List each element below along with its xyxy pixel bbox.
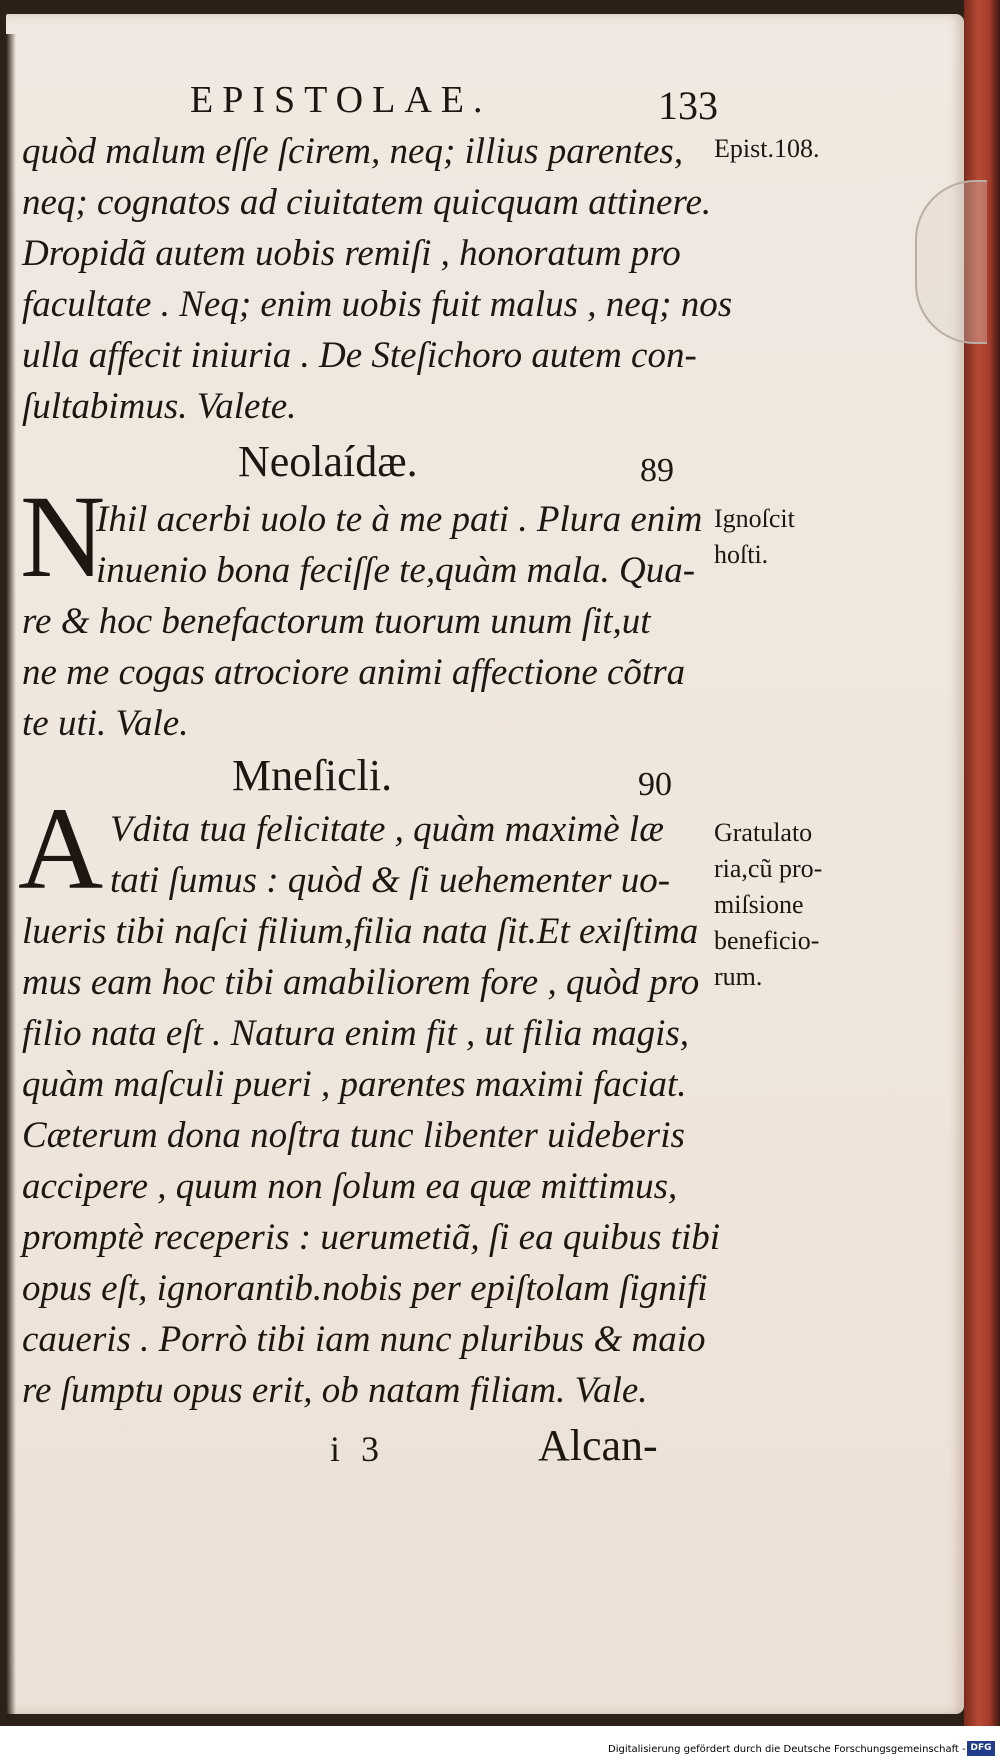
dfg-logo: DFG — [967, 1741, 995, 1756]
margin-note-90-line: ria,cũ pro- — [714, 854, 823, 883]
margin-note-90-line: rum. — [714, 962, 763, 991]
text-line: re & hoc benefactorum tuorum unum ſit,ut — [22, 601, 651, 642]
margin-note-89-line: hoſti. — [714, 540, 769, 569]
text-line: lueris tibi naſci filium,filia nata ſit.Et exiſtima — [22, 911, 699, 952]
text-line: facultate . Neq; enim uobis fuit malus , neq; nos — [22, 284, 733, 325]
catchword: Alcan- — [538, 1421, 658, 1470]
text-line: Ihil acerbi uolo te à me pati . Plura enim — [96, 499, 703, 540]
page-tab — [915, 180, 987, 344]
text-line: Cæterum dona noſtra tunc libenter uideberis — [22, 1115, 685, 1156]
margin-note-90-line: Gratulato — [714, 818, 813, 847]
letter-89-dropcap: N — [20, 471, 106, 602]
letter-90-number: 90 — [638, 766, 672, 803]
text-line: neq; cognatos ad ciuitatem quicquam attinere. — [22, 182, 712, 223]
text-line: promptè receperis : uerumetiã, ſi ea quibus tibi — [22, 1217, 721, 1258]
text-line: inuenio bona feciſſe te,quàm mala. Qua- — [96, 550, 696, 591]
running-title: EPISTOLAE. — [190, 79, 492, 121]
text-line: opus eſt, ignorantib.nobis per epiſtolam ſignifi — [22, 1268, 708, 1309]
margin-note-90-line: beneficio- — [714, 926, 820, 955]
text-line: mus eam hoc tibi amabiliorem fore , quòd pro — [22, 962, 700, 1003]
text-line: quòd malum eſſe ſcirem, neq; illius parentes, — [22, 131, 684, 172]
text-line: te uti. Vale. — [22, 703, 189, 744]
text-line: tati ſumus : quòd & ſi uehementer uo- — [110, 860, 671, 901]
text-line: ſultabimus. Valete. — [22, 386, 297, 427]
letter-89-number: 89 — [640, 452, 674, 489]
letter-90-heading: Mneſicli. — [232, 751, 393, 800]
text-line: filio nata eſt . Natura enim fit , ut filia magis, — [22, 1013, 690, 1054]
text-line: accipere , quum non ſolum ea quæ mittimus, — [22, 1166, 678, 1207]
page-number: 133 — [658, 83, 718, 128]
text-line: ulla affecit iniuria . De Steſichoro autem con- — [22, 335, 697, 376]
text-line: Dropidã autem uobis remiſi , honoratum pro — [22, 233, 681, 274]
margin-note-90-line: miſsione — [714, 890, 804, 919]
digitization-credit: Digitalisierung gefördert durch die Deutsche Forschungsgemeinschaft - — [608, 1744, 966, 1755]
text-line: ne me cogas atrociore animi affectione cõtra — [22, 652, 686, 693]
page-gutter — [6, 34, 16, 1724]
text-line: re ſumptu opus erit, ob natam filiam. Vale. — [22, 1370, 648, 1411]
signature-mark: i 3 — [330, 1429, 386, 1469]
letter-89-heading: Neolaídæ. — [238, 437, 418, 486]
text-line: Vdita tua felicitate , quàm maximè læ — [110, 809, 664, 850]
page-header — [190, 78, 718, 128]
margin-note-89-line: Ignoſcit — [714, 504, 795, 533]
letter-90-dropcap: A — [18, 783, 104, 914]
margin-epistle-ref: Epist.108. — [714, 134, 820, 163]
text-line: quàm maſculi pueri , parentes maximi faciat. — [22, 1064, 687, 1105]
text-line: caueris . Porrò tibi iam nunc pluribus & maio — [22, 1319, 706, 1360]
